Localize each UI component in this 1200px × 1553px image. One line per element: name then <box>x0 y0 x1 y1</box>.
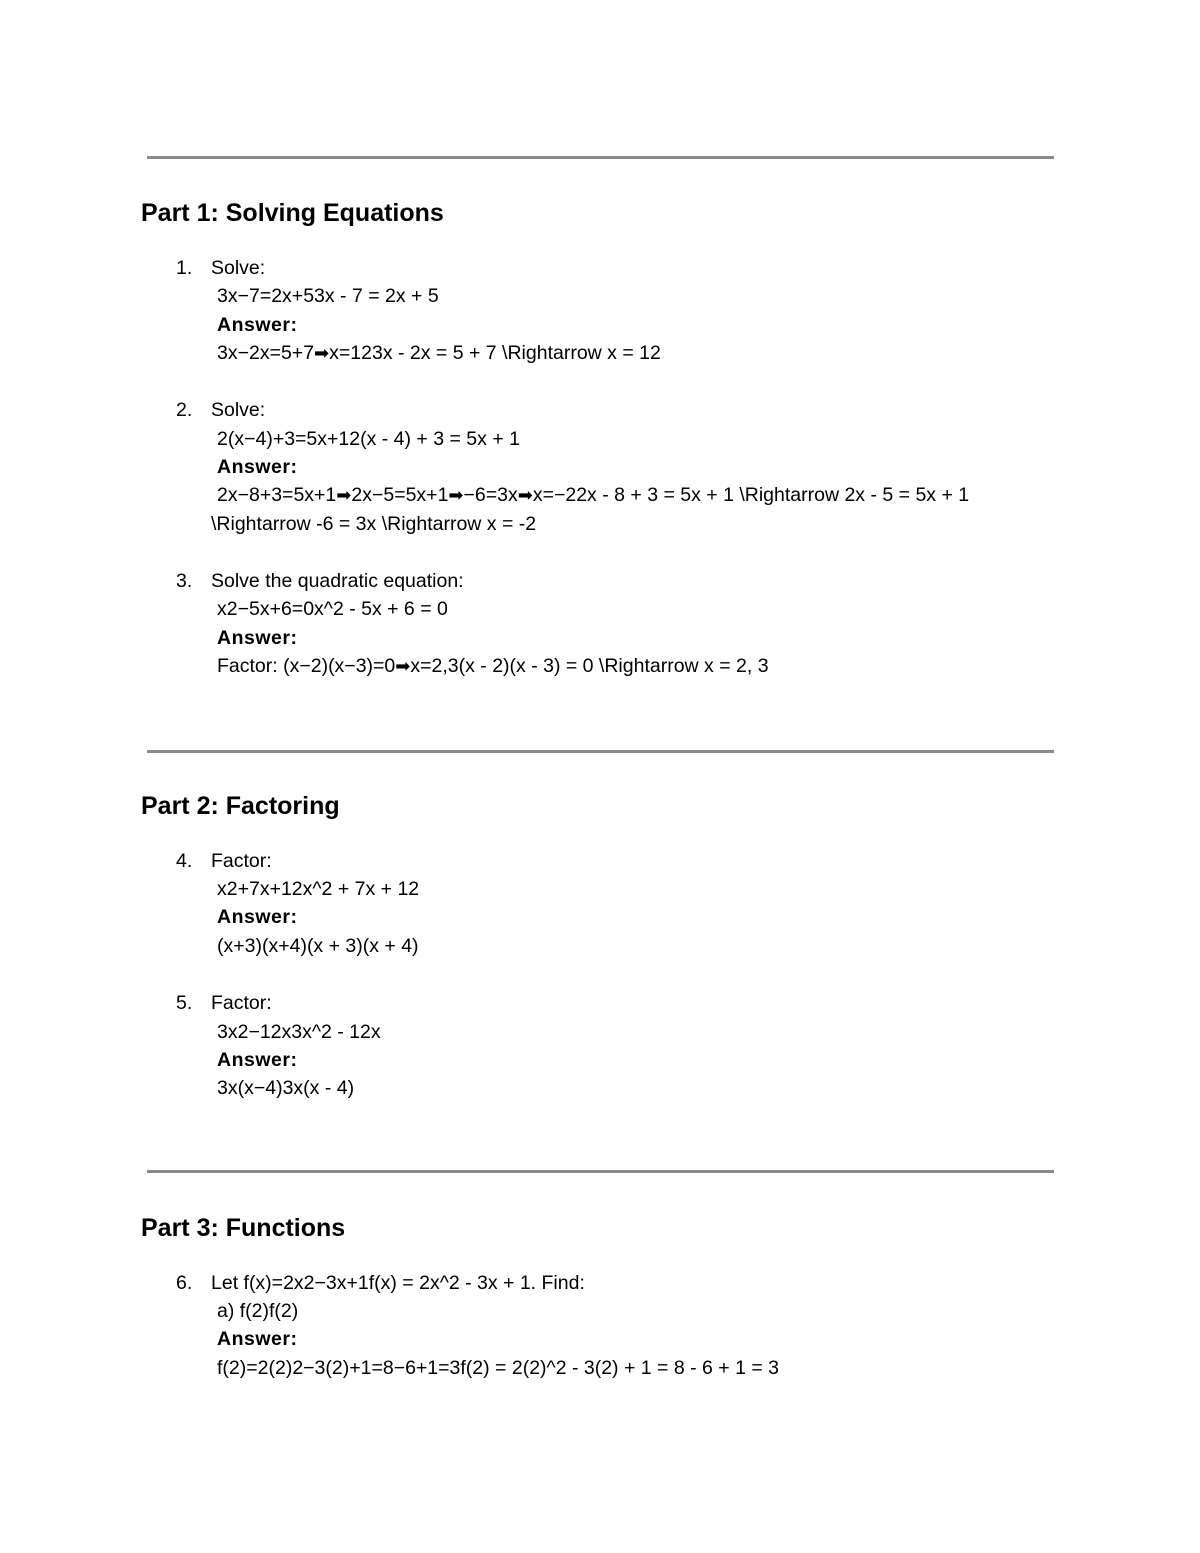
section-title-part-3: Part 3: Functions <box>141 1214 346 1242</box>
problem-prompt: Factor: <box>211 992 272 1014</box>
answer-label: Answer: <box>217 906 298 928</box>
problem-expression: 3x2−12x3x^2 - 12x <box>217 1021 381 1043</box>
answer-text: 2x−8+3=5x+1➡2x−5=5x+1➡−6=3x➡x=−22x - 8 + 3 = 5x + 1 \Rightarrow 2x - 5 = 5x + 1 <box>217 484 970 506</box>
problem-number: 4. <box>176 850 193 872</box>
answer-text-continuation: \Rightarrow -6 = 3x \Rightarrow x = -2 <box>211 513 537 535</box>
problem-expression: 3x−7=2x+53x - 7 = 2x + 5 <box>217 285 439 307</box>
answer-text: 3x(x−4)3x(x - 4) <box>217 1077 355 1099</box>
problem-number: 2. <box>176 399 193 421</box>
answer-label: Answer: <box>217 627 298 649</box>
problem-number: 3. <box>176 570 193 592</box>
problem-prompt: Solve: <box>211 399 266 421</box>
answer-text: (x+3)(x+4)(x + 3)(x + 4) <box>217 935 419 957</box>
problem-prompt: Solve: <box>211 257 266 279</box>
right-arrow-icon: ➡ <box>336 485 352 506</box>
answer-text: Factor: (x−2)(x−3)=0➡x=2,3(x - 2)(x - 3) = 0 \Rightarrow x = 2, 3 <box>217 655 769 677</box>
right-arrow-icon: ➡ <box>448 485 464 506</box>
problem-number: 5. <box>176 992 193 1014</box>
problem-number: 6. <box>176 1272 193 1294</box>
answer-label: Answer: <box>217 1049 298 1071</box>
section-title-part-1: Part 1: Solving Equations <box>141 199 444 227</box>
answer-label: Answer: <box>217 314 298 336</box>
answer-text: 3x−2x=5+7➡x=123x - 2x = 5 + 7 \Rightarrow x = 12 <box>217 342 661 364</box>
problem-prompt: Solve the quadratic equation: <box>211 570 464 592</box>
right-arrow-icon: ➡ <box>314 343 330 364</box>
problem-prompt: Let f(x)=2x2−3x+1f(x) = 2x^2 - 3x + 1. Find: <box>211 1272 585 1294</box>
right-arrow-icon: ➡ <box>395 656 411 677</box>
section-divider <box>147 1170 1054 1173</box>
right-arrow-icon: ➡ <box>517 485 533 506</box>
problem-expression: x2+7x+12x^2 + 7x + 12 <box>217 878 420 900</box>
section-title-part-2: Part 2: Factoring <box>141 792 340 820</box>
problem-expression: a) f(2)f(2) <box>217 1300 299 1322</box>
problem-expression: x2−5x+6=0x^2 - 5x + 6 = 0 <box>217 598 448 620</box>
answer-label: Answer: <box>217 1328 298 1350</box>
section-divider <box>147 750 1054 753</box>
problem-number: 1. <box>176 257 193 279</box>
section-divider <box>147 156 1054 159</box>
problem-prompt: Factor: <box>211 850 272 872</box>
answer-label: Answer: <box>217 456 298 478</box>
problem-expression: 2(x−4)+3=5x+12(x - 4) + 3 = 5x + 1 <box>217 428 520 450</box>
answer-text: f(2)=2(2)2−3(2)+1=8−6+1=3f(2) = 2(2)^2 - 3(2) + 1 = 8 - 6 + 1 = 3 <box>217 1357 779 1379</box>
